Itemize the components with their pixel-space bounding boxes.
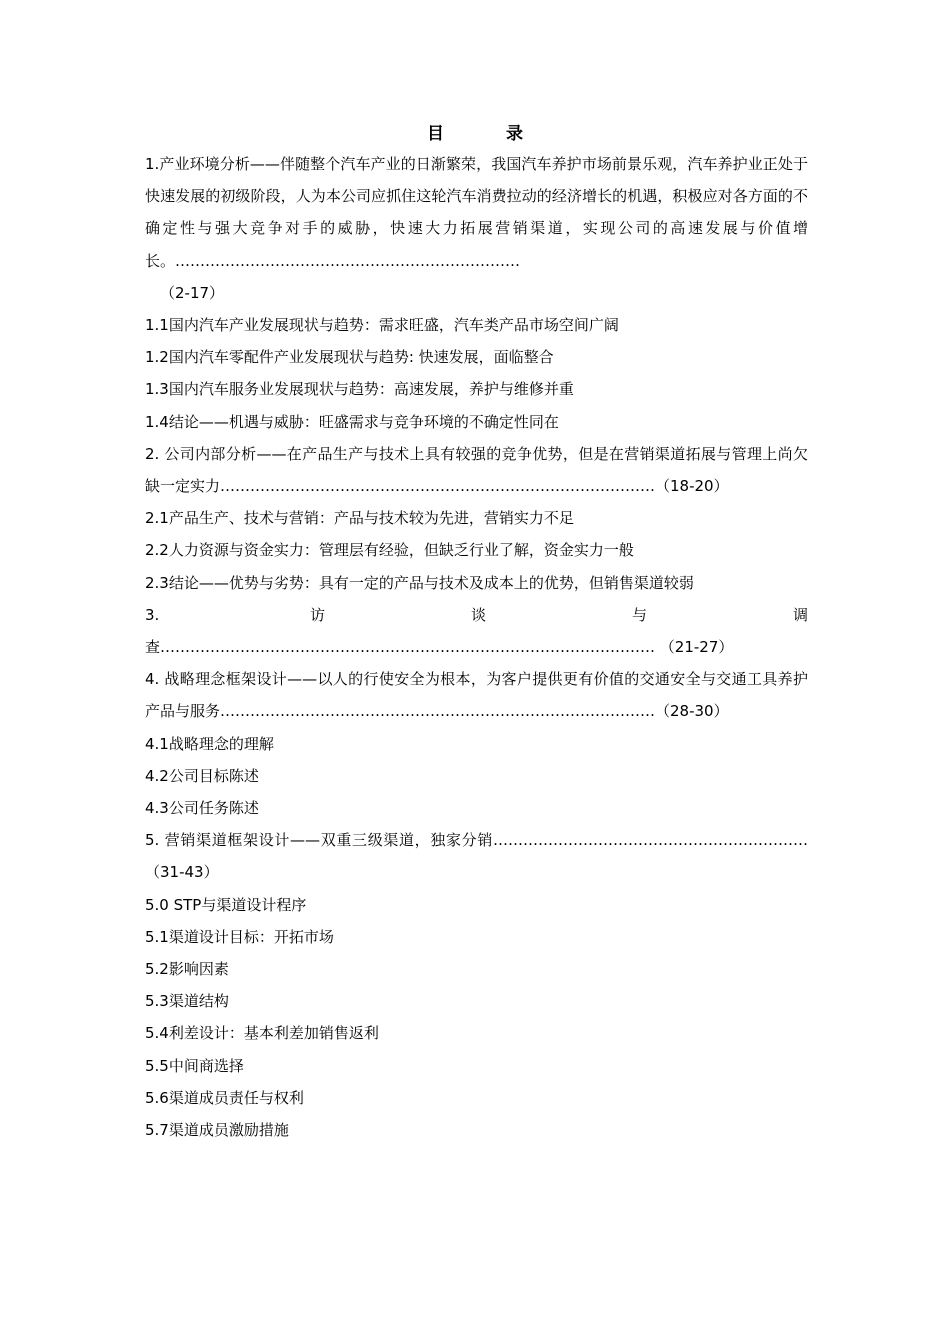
toc-entry-2-3[interactable]: [145, 567, 808, 599]
toc-entry-5-1[interactable]: [145, 921, 808, 953]
toc-entry-4-text: 4. 战略理念框架设计——以人的行使安全为根本，为客户提供更有价值的交通安全与交通工具养护产品与服务: [145, 670, 808, 721]
toc-entry-5-0-text: 5.0 STP与渠道设计程序: [145, 895, 307, 914]
toc-entry-5-1-text: 5.1渠道设计目标：开拓市场: [145, 927, 334, 946]
toc-entry-1-2[interactable]: [145, 341, 808, 373]
toc-entry-4-1[interactable]: [145, 728, 808, 760]
toc-entry-2-2-text: 2.2人力资源与资金实力：管理层有经验，但缺乏行业了解，资金实力一般: [145, 541, 634, 560]
toc-entry-5-2-text: 5.2影响因素: [145, 960, 229, 979]
toc-entry-2-2[interactable]: [145, 534, 808, 566]
toc-entry-5-3[interactable]: [145, 985, 808, 1017]
toc-entry-5-0[interactable]: [145, 889, 808, 921]
toc-entry-3-text: 3. 访谈与调查: [145, 605, 808, 657]
toc-entry-5-2[interactable]: [145, 953, 808, 985]
toc-entry-4-3[interactable]: [145, 792, 808, 824]
toc-entry-3-page: （21-27）: [659, 638, 734, 657]
toc-entry-5-text: 5. 营销渠道框架设计——双重三级渠道，独家分销: [145, 831, 493, 850]
toc-entry-5-5-text: 5.5中间商选择: [145, 1056, 244, 1075]
toc-entry-1-leader: ……………………………………………………………: [175, 251, 521, 270]
toc-entry-5-leader: ………………………………………………………: [493, 831, 808, 850]
toc-entry-4-leader: ……………………………………………………………………………: [220, 702, 656, 721]
toc-entry-1-3-text: 1.3国内汽车服务业发展现状与趋势：高速发展，养护与维修并重: [145, 380, 574, 399]
toc-entry-2-1-text: 2.1产品生产、技术与营销：产品与技术较为先进，营销实力不足: [145, 509, 574, 528]
toc-entry-5-7[interactable]: [145, 1114, 808, 1146]
toc-entry-5-6[interactable]: [145, 1082, 808, 1114]
toc-entry-2-3-text: 2.3结论——优势与劣势：具有一定的产品与技术及成本上的优势，但销售渠道较弱: [145, 573, 694, 592]
toc-entry-5-5[interactable]: [145, 1050, 808, 1082]
toc-entry-1[interactable]: [145, 148, 808, 309]
toc-entry-1-page: （2-17）: [160, 283, 225, 302]
toc-entry-4-3-text: 4.3公司任务陈述: [145, 799, 259, 818]
toc-entry-1-3[interactable]: [145, 373, 808, 405]
toc-entry-5-4[interactable]: [145, 1017, 808, 1049]
toc-entry-1-text: 1.产业环境分析——伴随整个汽车产业的日渐繁荣，我国汽车养护市场前景乐观，汽车养护业正处于快速发展的初级阶段，人为本公司应抓住这轮汽车消费拉动的经济增长的机遇，积极应对各方面的不确定性与强大竞争对手的威胁，快速大力拓展营销渠道，实现公司的高速发展与价值增长。: [145, 155, 808, 270]
toc-entry-5-7-text: 5.7渠道成员激励措施: [145, 1121, 289, 1140]
title-char-2: 录: [506, 124, 523, 144]
toc-entry-1-4-text: 1.4结论——机遇与威胁：旺盛需求与竞争环境的不确定性同在: [145, 412, 559, 431]
toc-entry-5-page: （31-43）: [145, 863, 219, 882]
toc-entry-3[interactable]: [145, 599, 808, 663]
title-char-1: 目: [427, 124, 444, 144]
toc-entry-2[interactable]: [145, 438, 808, 502]
toc-entry-3-leader: ………………………………………………………………………………………: [160, 638, 656, 657]
toc-entry-4-1-text: 4.1战略理念的理解: [145, 734, 274, 753]
toc-entry-5-3-text: 5.3渠道结构: [145, 992, 229, 1011]
toc-entry-4-2[interactable]: [145, 760, 808, 792]
toc-entry-1-4[interactable]: [145, 406, 808, 438]
toc-entry-1-2-text: 1.2国内汽车零配件产业发展现状与趋势: 快速发展，面临整合: [145, 348, 554, 367]
page-title: [0, 122, 950, 146]
toc-entry-4-page: （28-30）: [655, 702, 729, 721]
toc-entry-2-text: 2. 公司内部分析——在产品生产与技术上具有较强的竞争优势，但是在营销渠道拓展与管理上尚欠缺一定实力: [145, 444, 808, 496]
toc-entry-5-6-text: 5.6渠道成员责任与权利: [145, 1088, 304, 1107]
toc-entry-4-2-text: 4.2公司目标陈述: [145, 766, 259, 785]
toc-entry-4[interactable]: [145, 663, 808, 727]
toc-entry-2-page: （18-20）: [655, 477, 729, 496]
toc-entry-2-1[interactable]: [145, 502, 808, 534]
toc-entry-1-1-text: 1.1国内汽车产业发展现状与趋势：需求旺盛，汽车类产品市场空间广阔: [145, 316, 619, 335]
toc-entry-5[interactable]: [145, 824, 808, 888]
table-of-contents: [145, 148, 808, 1146]
toc-entry-1-1[interactable]: [145, 309, 808, 341]
toc-entry-5-4-text: 5.4利差设计：基本利差加销售返利: [145, 1024, 379, 1043]
toc-entry-2-leader: ……………………………………………………………………………: [220, 477, 656, 496]
